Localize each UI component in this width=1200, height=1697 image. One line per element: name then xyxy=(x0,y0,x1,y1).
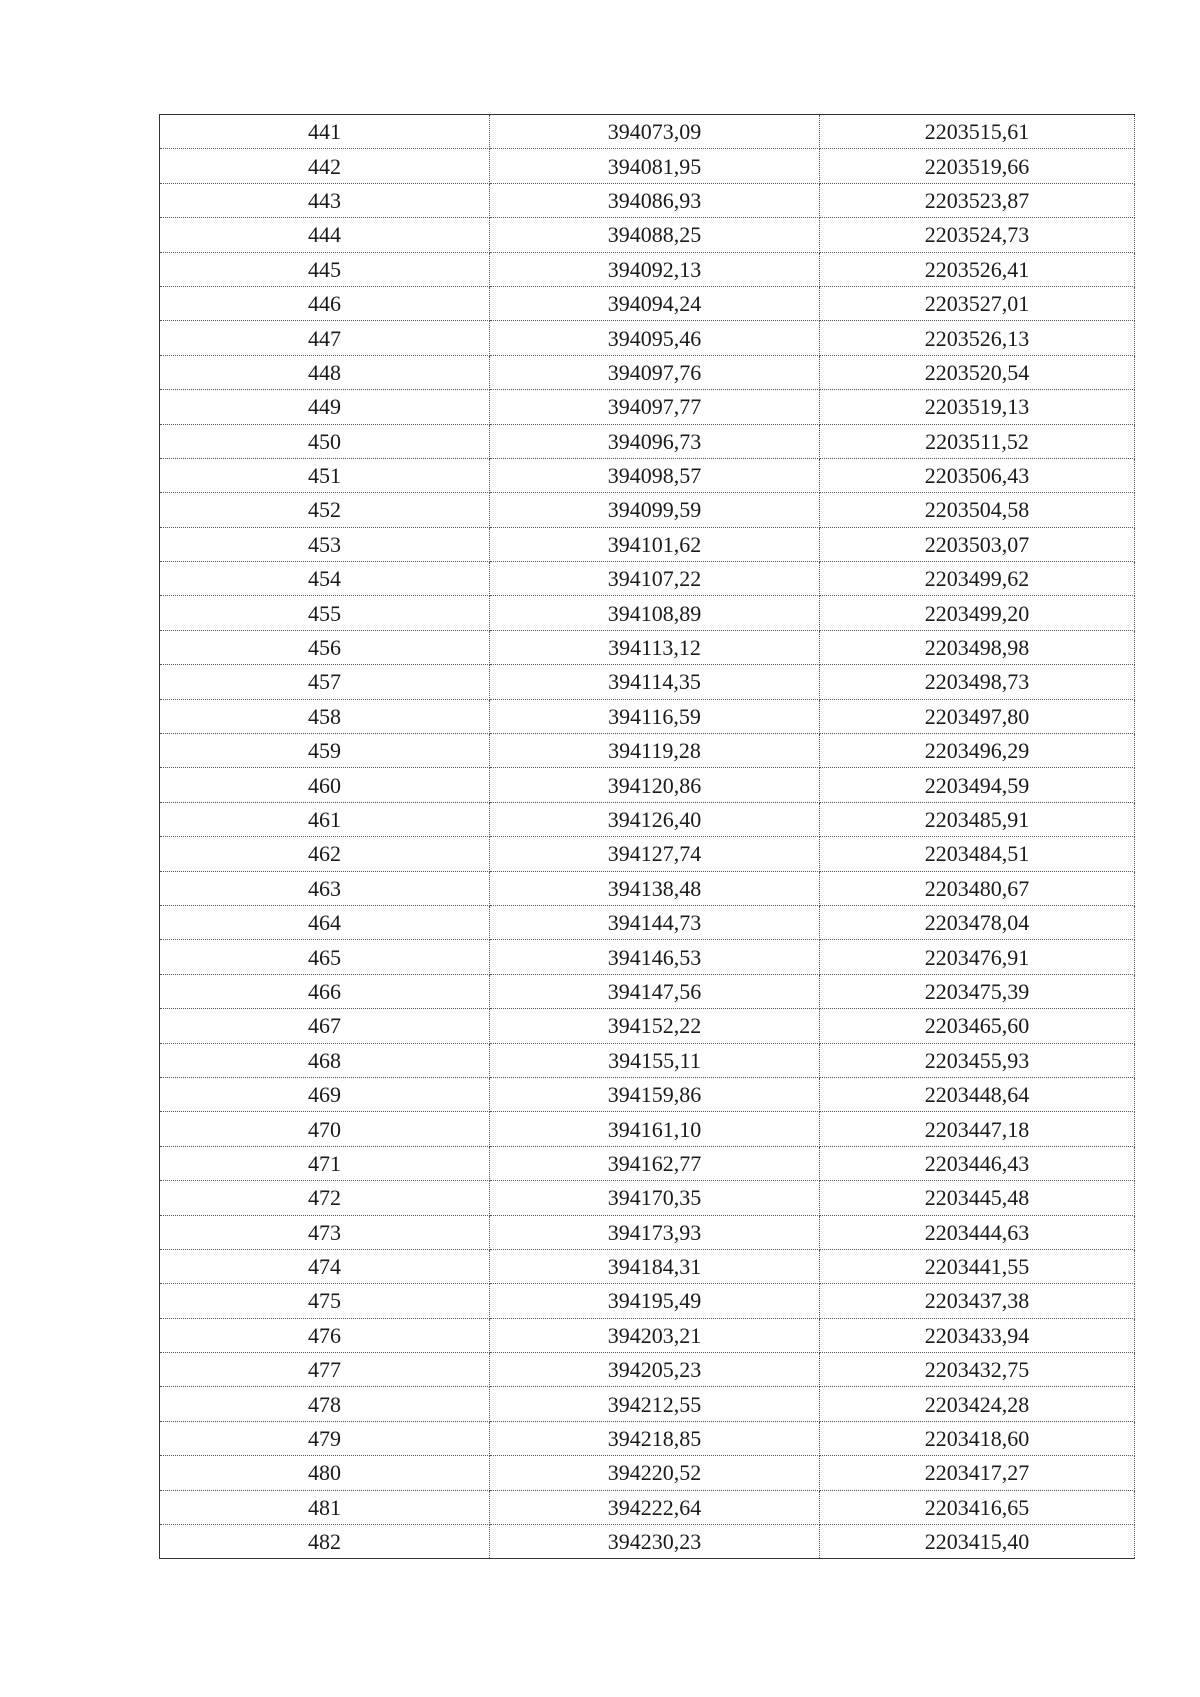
x-coordinate-cell: 394113,12 xyxy=(490,630,820,664)
point-number-cell: 459 xyxy=(160,734,490,768)
y-coordinate-cell: 2203499,20 xyxy=(820,596,1135,630)
x-coordinate-cell: 394230,23 xyxy=(490,1525,820,1559)
x-coordinate-cell: 394097,77 xyxy=(490,390,820,424)
point-number-cell: 470 xyxy=(160,1112,490,1146)
x-coordinate-cell: 394081,95 xyxy=(490,149,820,183)
x-coordinate-cell: 394155,11 xyxy=(490,1043,820,1077)
point-number-cell: 446 xyxy=(160,286,490,320)
table-row xyxy=(160,1318,1135,1352)
table-row xyxy=(160,1215,1135,1249)
point-number-cell: 458 xyxy=(160,699,490,733)
x-coordinate-cell: 394161,10 xyxy=(490,1112,820,1146)
x-coordinate-cell: 394152,22 xyxy=(490,1009,820,1043)
x-coordinate-cell: 394098,57 xyxy=(490,458,820,492)
point-number-cell: 477 xyxy=(160,1353,490,1387)
y-coordinate-cell: 2203480,67 xyxy=(820,871,1135,905)
table-row xyxy=(160,115,1135,149)
x-coordinate-cell: 394101,62 xyxy=(490,527,820,561)
table-row xyxy=(160,149,1135,183)
y-coordinate-cell: 2203417,27 xyxy=(820,1456,1135,1490)
y-coordinate-cell: 2203446,43 xyxy=(820,1146,1135,1180)
table-row xyxy=(160,837,1135,871)
table-row xyxy=(160,768,1135,802)
y-coordinate-cell: 2203506,43 xyxy=(820,458,1135,492)
y-coordinate-cell: 2203418,60 xyxy=(820,1421,1135,1455)
x-coordinate-cell: 394114,35 xyxy=(490,665,820,699)
x-coordinate-cell: 394099,59 xyxy=(490,493,820,527)
point-number-cell: 444 xyxy=(160,218,490,252)
x-coordinate-cell: 394092,13 xyxy=(490,252,820,286)
y-coordinate-cell: 2203478,04 xyxy=(820,905,1135,939)
x-coordinate-cell: 394127,74 xyxy=(490,837,820,871)
y-coordinate-cell: 2203504,58 xyxy=(820,493,1135,527)
y-coordinate-cell: 2203441,55 xyxy=(820,1249,1135,1283)
point-number-cell: 462 xyxy=(160,837,490,871)
y-coordinate-cell: 2203447,18 xyxy=(820,1112,1135,1146)
point-number-cell: 460 xyxy=(160,768,490,802)
table-row xyxy=(160,286,1135,320)
y-coordinate-cell: 2203496,29 xyxy=(820,734,1135,768)
point-number-cell: 480 xyxy=(160,1456,490,1490)
point-number-cell: 441 xyxy=(160,115,490,149)
y-coordinate-cell: 2203524,73 xyxy=(820,218,1135,252)
y-coordinate-cell: 2203476,91 xyxy=(820,940,1135,974)
table-row xyxy=(160,390,1135,424)
point-number-cell: 453 xyxy=(160,527,490,561)
y-coordinate-cell: 2203465,60 xyxy=(820,1009,1135,1043)
table-row xyxy=(160,252,1135,286)
y-coordinate-cell: 2203433,94 xyxy=(820,1318,1135,1352)
x-coordinate-cell: 394212,55 xyxy=(490,1387,820,1421)
table-row xyxy=(160,1490,1135,1524)
y-coordinate-cell: 2203475,39 xyxy=(820,974,1135,1008)
table-row xyxy=(160,1456,1135,1490)
point-number-cell: 463 xyxy=(160,871,490,905)
point-number-cell: 474 xyxy=(160,1249,490,1283)
table-row xyxy=(160,1249,1135,1283)
y-coordinate-cell: 2203448,64 xyxy=(820,1077,1135,1111)
point-number-cell: 451 xyxy=(160,458,490,492)
y-coordinate-cell: 2203437,38 xyxy=(820,1284,1135,1318)
x-coordinate-cell: 394094,24 xyxy=(490,286,820,320)
table-row xyxy=(160,630,1135,664)
x-coordinate-cell: 394116,59 xyxy=(490,699,820,733)
x-coordinate-cell: 394126,40 xyxy=(490,802,820,836)
point-number-cell: 468 xyxy=(160,1043,490,1077)
y-coordinate-cell: 2203485,91 xyxy=(820,802,1135,836)
point-number-cell: 452 xyxy=(160,493,490,527)
table-row xyxy=(160,562,1135,596)
table-row xyxy=(160,665,1135,699)
table-row xyxy=(160,1077,1135,1111)
y-coordinate-cell: 2203527,01 xyxy=(820,286,1135,320)
table-row xyxy=(160,699,1135,733)
table-row xyxy=(160,321,1135,355)
x-coordinate-cell: 394147,56 xyxy=(490,974,820,1008)
table-row xyxy=(160,458,1135,492)
point-number-cell: 448 xyxy=(160,355,490,389)
table-row xyxy=(160,974,1135,1008)
y-coordinate-cell: 2203503,07 xyxy=(820,527,1135,561)
point-number-cell: 471 xyxy=(160,1146,490,1180)
point-number-cell: 465 xyxy=(160,940,490,974)
point-number-cell: 456 xyxy=(160,630,490,664)
point-number-cell: 449 xyxy=(160,390,490,424)
x-coordinate-cell: 394203,21 xyxy=(490,1318,820,1352)
point-number-cell: 481 xyxy=(160,1490,490,1524)
x-coordinate-cell: 394159,86 xyxy=(490,1077,820,1111)
y-coordinate-cell: 2203526,13 xyxy=(820,321,1135,355)
point-number-cell: 454 xyxy=(160,562,490,596)
table-row xyxy=(160,871,1135,905)
y-coordinate-cell: 2203444,63 xyxy=(820,1215,1135,1249)
y-coordinate-cell: 2203515,61 xyxy=(820,115,1135,149)
y-coordinate-cell: 2203484,51 xyxy=(820,837,1135,871)
point-number-cell: 464 xyxy=(160,905,490,939)
x-coordinate-cell: 394086,93 xyxy=(490,183,820,217)
point-number-cell: 469 xyxy=(160,1077,490,1111)
y-coordinate-cell: 2203523,87 xyxy=(820,183,1135,217)
y-coordinate-cell: 2203445,48 xyxy=(820,1181,1135,1215)
y-coordinate-cell: 2203498,73 xyxy=(820,665,1135,699)
table-row xyxy=(160,183,1135,217)
x-coordinate-cell: 394184,31 xyxy=(490,1249,820,1283)
x-coordinate-cell: 394195,49 xyxy=(490,1284,820,1318)
table-row xyxy=(160,1525,1135,1559)
table-row xyxy=(160,1112,1135,1146)
y-coordinate-cell: 2203498,98 xyxy=(820,630,1135,664)
x-coordinate-cell: 394120,86 xyxy=(490,768,820,802)
x-coordinate-cell: 394173,93 xyxy=(490,1215,820,1249)
x-coordinate-cell: 394088,25 xyxy=(490,218,820,252)
y-coordinate-cell: 2203415,40 xyxy=(820,1525,1135,1559)
y-coordinate-cell: 2203511,52 xyxy=(820,424,1135,458)
x-coordinate-cell: 394222,64 xyxy=(490,1490,820,1524)
y-coordinate-cell: 2203526,41 xyxy=(820,252,1135,286)
point-number-cell: 467 xyxy=(160,1009,490,1043)
x-coordinate-cell: 394218,85 xyxy=(490,1421,820,1455)
y-coordinate-cell: 2203455,93 xyxy=(820,1043,1135,1077)
x-coordinate-cell: 394144,73 xyxy=(490,905,820,939)
point-number-cell: 450 xyxy=(160,424,490,458)
table-row xyxy=(160,802,1135,836)
table-row xyxy=(160,1146,1135,1180)
table-row xyxy=(160,734,1135,768)
x-coordinate-cell: 394095,46 xyxy=(490,321,820,355)
table-row xyxy=(160,1284,1135,1318)
x-coordinate-cell: 394162,77 xyxy=(490,1146,820,1180)
x-coordinate-cell: 394108,89 xyxy=(490,596,820,630)
x-coordinate-cell: 394073,09 xyxy=(490,115,820,149)
point-number-cell: 479 xyxy=(160,1421,490,1455)
point-number-cell: 482 xyxy=(160,1525,490,1559)
table-row xyxy=(160,424,1135,458)
x-coordinate-cell: 394220,52 xyxy=(490,1456,820,1490)
table-row xyxy=(160,1181,1135,1215)
y-coordinate-cell: 2203494,59 xyxy=(820,768,1135,802)
table-row xyxy=(160,940,1135,974)
x-coordinate-cell: 394146,53 xyxy=(490,940,820,974)
table-row xyxy=(160,527,1135,561)
point-number-cell: 466 xyxy=(160,974,490,1008)
y-coordinate-cell: 2203416,65 xyxy=(820,1490,1135,1524)
table-row xyxy=(160,218,1135,252)
x-coordinate-cell: 394107,22 xyxy=(490,562,820,596)
table-row xyxy=(160,1009,1135,1043)
x-coordinate-cell: 394119,28 xyxy=(490,734,820,768)
table-row xyxy=(160,1421,1135,1455)
y-coordinate-cell: 2203424,28 xyxy=(820,1387,1135,1421)
table-row xyxy=(160,905,1135,939)
y-coordinate-cell: 2203519,13 xyxy=(820,390,1135,424)
table-row xyxy=(160,596,1135,630)
table-row xyxy=(160,493,1135,527)
point-number-cell: 473 xyxy=(160,1215,490,1249)
point-number-cell: 447 xyxy=(160,321,490,355)
point-number-cell: 475 xyxy=(160,1284,490,1318)
x-coordinate-cell: 394097,76 xyxy=(490,355,820,389)
table-row xyxy=(160,355,1135,389)
x-coordinate-cell: 394096,73 xyxy=(490,424,820,458)
x-coordinate-cell: 394138,48 xyxy=(490,871,820,905)
point-number-cell: 461 xyxy=(160,802,490,836)
point-number-cell: 445 xyxy=(160,252,490,286)
y-coordinate-cell: 2203499,62 xyxy=(820,562,1135,596)
table-row xyxy=(160,1043,1135,1077)
table-row xyxy=(160,1387,1135,1421)
x-coordinate-cell: 394170,35 xyxy=(490,1181,820,1215)
point-number-cell: 478 xyxy=(160,1387,490,1421)
point-number-cell: 443 xyxy=(160,183,490,217)
table-row xyxy=(160,1353,1135,1387)
y-coordinate-cell: 2203497,80 xyxy=(820,699,1135,733)
point-number-cell: 476 xyxy=(160,1318,490,1352)
point-number-cell: 442 xyxy=(160,149,490,183)
y-coordinate-cell: 2203432,75 xyxy=(820,1353,1135,1387)
point-number-cell: 472 xyxy=(160,1181,490,1215)
y-coordinate-cell: 2203519,66 xyxy=(820,149,1135,183)
y-coordinate-cell: 2203520,54 xyxy=(820,355,1135,389)
coordinates-table xyxy=(159,114,1135,1559)
point-number-cell: 455 xyxy=(160,596,490,630)
x-coordinate-cell: 394205,23 xyxy=(490,1353,820,1387)
coordinates-table-body xyxy=(160,115,1135,1559)
point-number-cell: 457 xyxy=(160,665,490,699)
